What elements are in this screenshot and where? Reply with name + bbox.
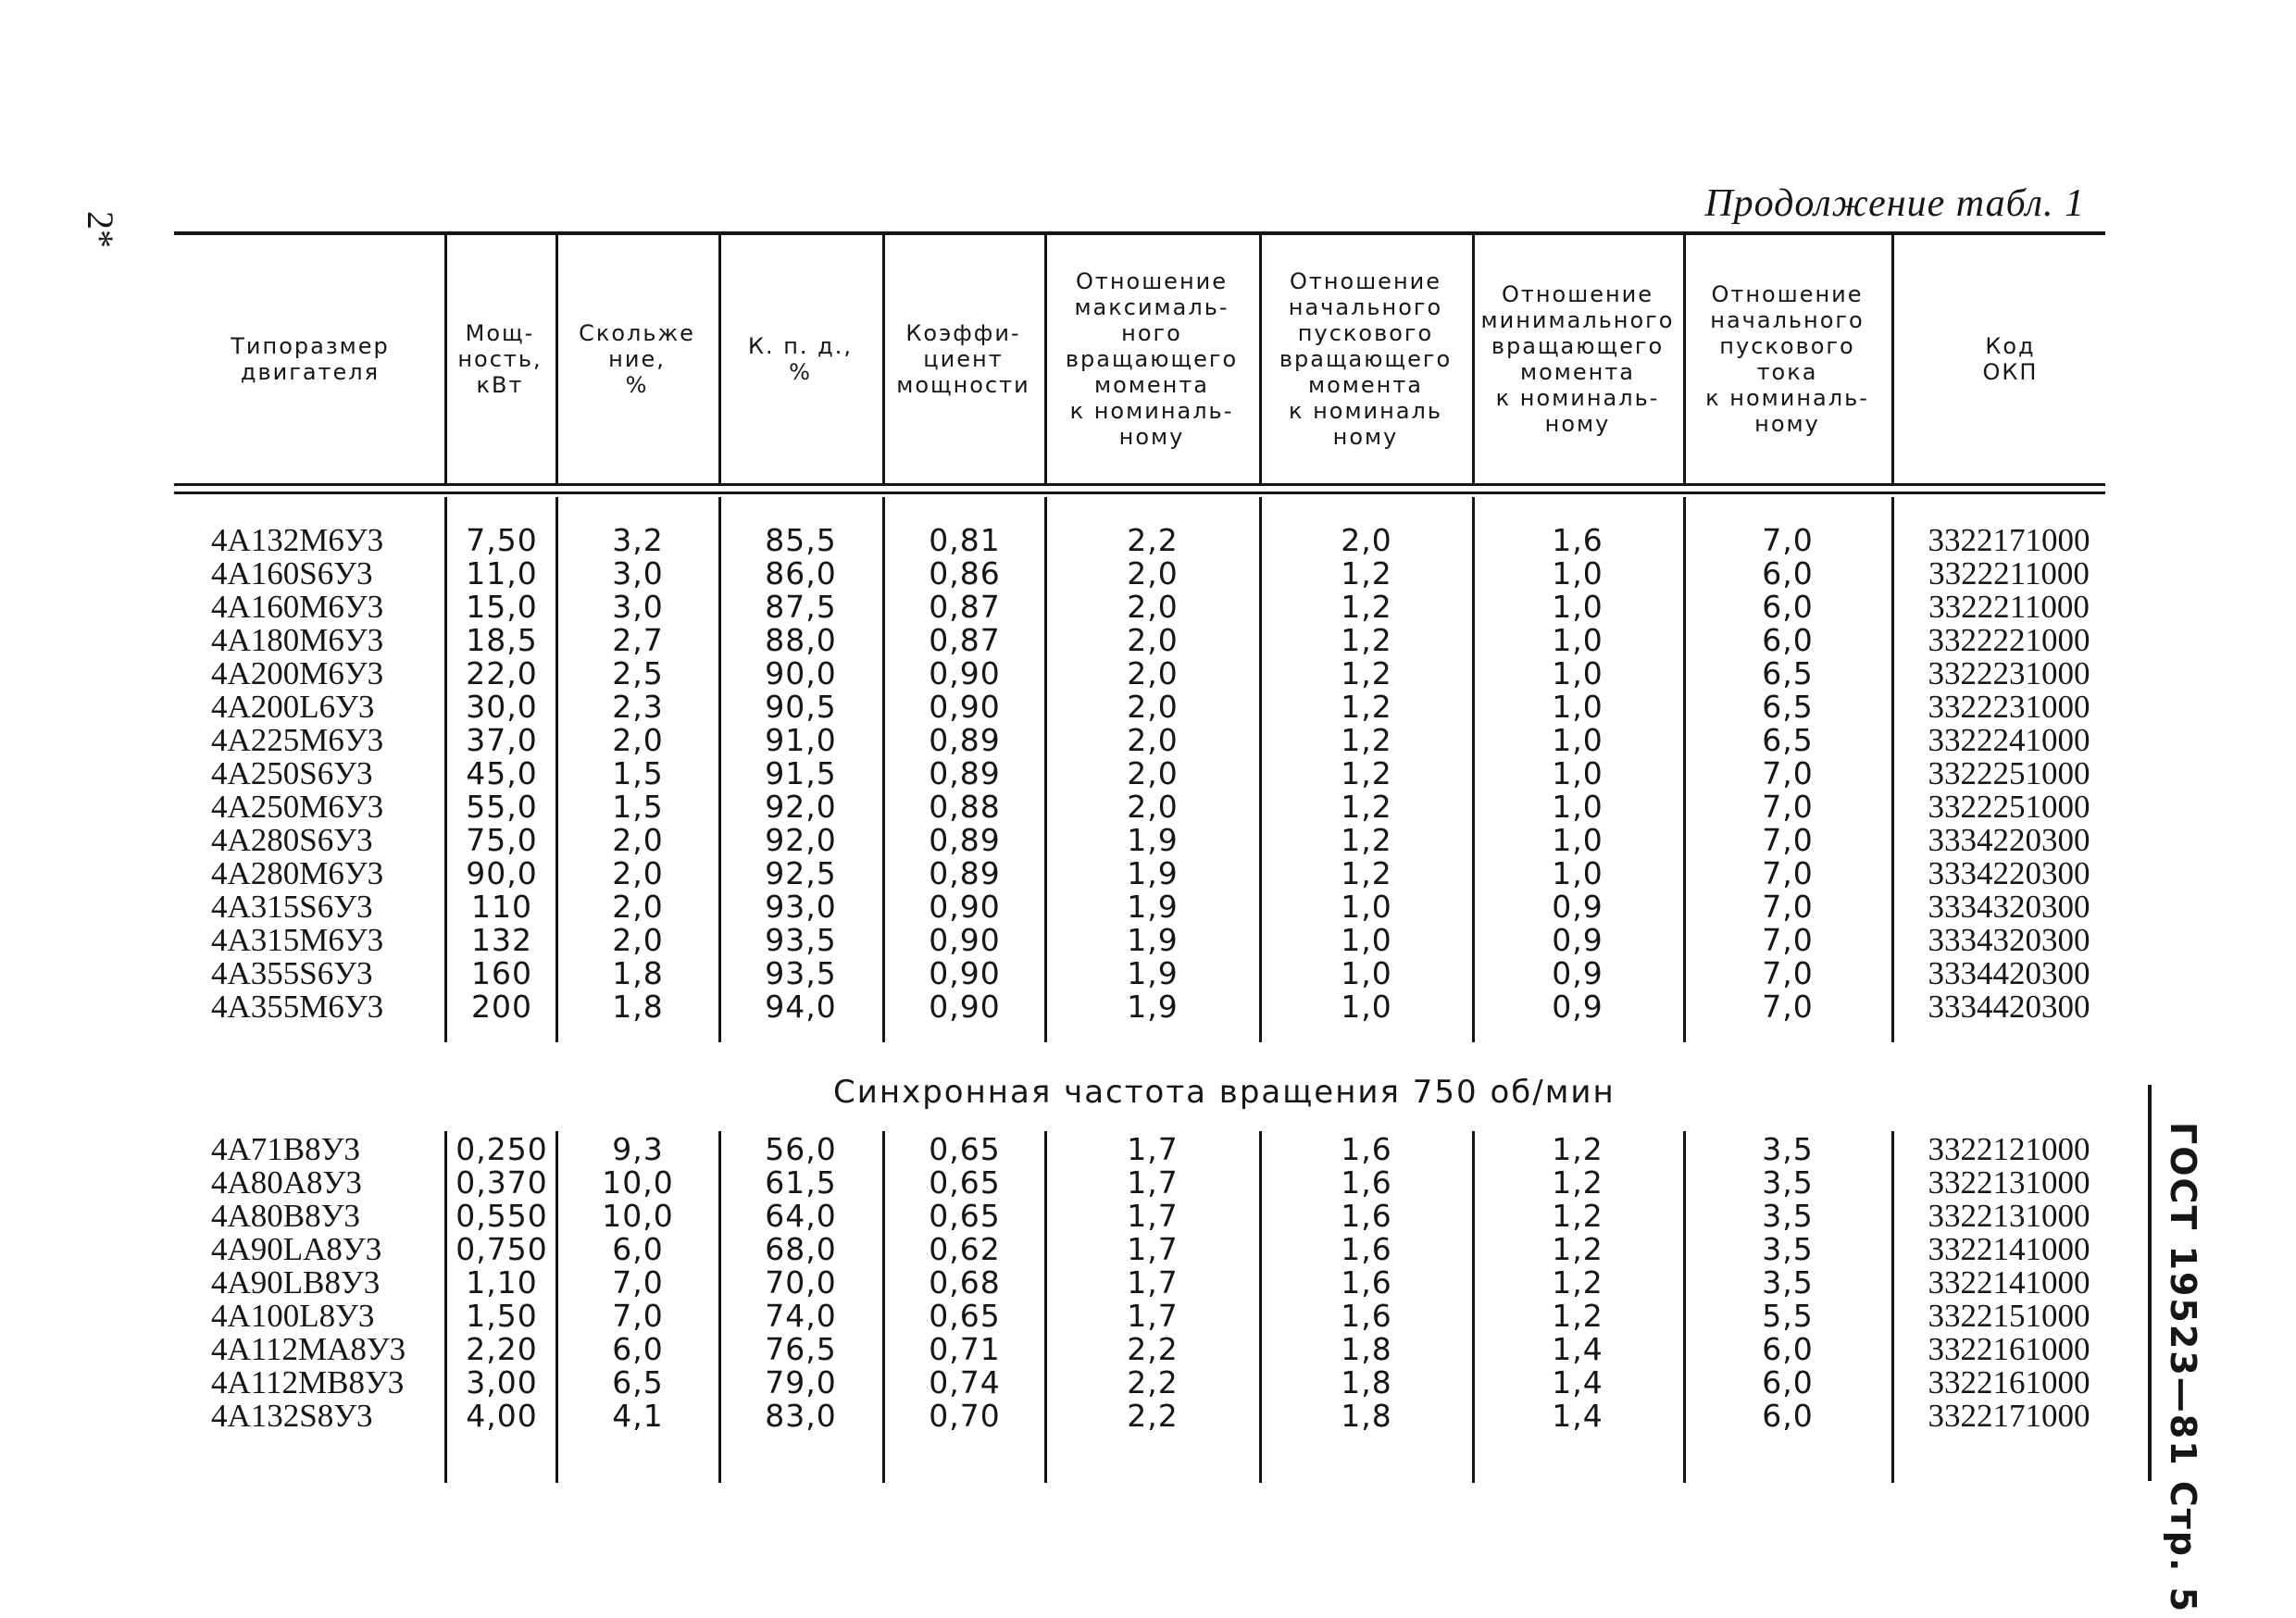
cell-model: 4А280S6У3 (211, 822, 373, 858)
cell-power: 4,00 (466, 1398, 538, 1434)
cell-model: 4А160S6У3 (211, 555, 373, 591)
cell-efficiency: 70,0 (765, 1264, 837, 1301)
cell-efficiency: 92,0 (765, 822, 837, 858)
cell-model: 4А250S6У3 (211, 755, 373, 791)
cell-power: 2,20 (466, 1331, 538, 1367)
cell-max-torque-ratio: 2,0 (1127, 722, 1179, 758)
cell-max-torque-ratio: 1,9 (1127, 955, 1179, 991)
table-row (0, 624, 2296, 657)
cell-max-torque-ratio: 1,7 (1127, 1264, 1179, 1301)
cell-start-current-ratio: 6,0 (1762, 1364, 1814, 1400)
cell-power-factor: 0,90 (929, 689, 1001, 725)
cell-model: 4А132М6У3 (211, 522, 384, 558)
cell-power: 22,0 (466, 655, 538, 691)
cell-efficiency: 90,5 (765, 689, 837, 725)
cell-efficiency: 83,0 (765, 1398, 837, 1434)
table-row (0, 1300, 2296, 1333)
cell-slip: 6,0 (612, 1231, 664, 1267)
cell-start-torque-ratio: 1,2 (1341, 789, 1392, 825)
cell-okp-code: 3322211000 (1928, 555, 2090, 591)
cell-model: 4А200М6У3 (211, 655, 384, 691)
header-rule (174, 483, 2105, 486)
cell-start-current-ratio: 7,0 (1762, 822, 1814, 858)
table-row (0, 990, 2296, 1024)
cell-model: 4А90LВ8У3 (211, 1264, 381, 1301)
cell-start-current-ratio: 3,5 (1762, 1264, 1814, 1301)
cell-start-torque-ratio: 1,2 (1341, 855, 1392, 891)
cell-okp-code: 3334420300 (1928, 955, 2090, 991)
cell-start-torque-ratio: 1,0 (1341, 989, 1392, 1025)
cell-power-factor: 0,74 (929, 1364, 1001, 1400)
cell-power-factor: 0,87 (929, 622, 1001, 658)
cell-min-torque-ratio: 1,0 (1552, 789, 1603, 825)
cell-slip: 10,0 (602, 1164, 674, 1201)
cell-power-factor: 0,90 (929, 955, 1001, 991)
cell-start-current-ratio: 6,0 (1762, 589, 1814, 625)
cell-start-torque-ratio: 2,0 (1341, 522, 1392, 558)
table-row (0, 591, 2296, 624)
table-row (0, 1266, 2296, 1300)
cell-efficiency: 94,0 (765, 989, 837, 1025)
cell-power-factor: 0,65 (929, 1298, 1001, 1334)
cell-max-torque-ratio: 2,2 (1127, 522, 1179, 558)
cell-slip: 3,0 (612, 589, 664, 625)
cell-okp-code: 3322231000 (1928, 655, 2090, 691)
header-min-torque-ratio: Отношение минимального вращающего момента к номиналь- ному (1480, 281, 1675, 437)
cell-efficiency: 93,5 (765, 922, 837, 958)
table-row (0, 691, 2296, 724)
cell-power: 1,50 (466, 1298, 538, 1334)
cell-slip: 2,5 (612, 655, 664, 691)
cell-min-torque-ratio: 1,0 (1552, 689, 1603, 725)
cell-start-torque-ratio: 1,6 (1341, 1164, 1392, 1201)
cell-power: 0,250 (455, 1131, 548, 1167)
cell-slip: 6,5 (612, 1364, 664, 1400)
cell-slip: 1,8 (612, 989, 664, 1025)
cell-start-current-ratio: 6,5 (1762, 722, 1814, 758)
cell-start-current-ratio: 6,0 (1762, 622, 1814, 658)
table-row (0, 1400, 2296, 1433)
cell-start-current-ratio: 5,5 (1762, 1298, 1814, 1334)
cell-efficiency: 88,0 (765, 622, 837, 658)
cell-power-factor: 0,71 (929, 1331, 1001, 1367)
cell-slip: 2,0 (612, 822, 664, 858)
cell-power-factor: 0,90 (929, 889, 1001, 925)
cell-power: 18,5 (466, 622, 538, 658)
cell-model: 4А71В8У3 (211, 1131, 360, 1167)
cell-okp-code: 3322121000 (1928, 1131, 2090, 1167)
column-line (1891, 235, 1894, 483)
cell-power-factor: 0,65 (929, 1131, 1001, 1167)
cell-max-torque-ratio: 2,2 (1127, 1364, 1179, 1400)
table-row (0, 724, 2296, 757)
table-row (0, 824, 2296, 857)
cell-model: 4А80В8У3 (211, 1198, 360, 1234)
cell-min-torque-ratio: 1,2 (1552, 1298, 1603, 1334)
cell-start-current-ratio: 3,5 (1762, 1164, 1814, 1201)
cell-power-factor: 0,65 (929, 1164, 1001, 1201)
cell-start-current-ratio: 7,0 (1762, 955, 1814, 991)
cell-efficiency: 61,5 (765, 1164, 837, 1201)
cell-start-torque-ratio: 1,2 (1341, 622, 1392, 658)
page-mark: 2* (80, 211, 121, 248)
cell-okp-code: 3322161000 (1928, 1331, 2090, 1367)
cell-max-torque-ratio: 2,0 (1127, 622, 1179, 658)
column-line (1259, 235, 1262, 483)
cell-model: 4А112МА8У3 (211, 1331, 406, 1367)
cell-model: 4А80А8У3 (211, 1164, 362, 1201)
cell-slip: 2,0 (612, 722, 664, 758)
cell-power-factor: 0,65 (929, 1198, 1001, 1234)
header-power-factor: Коэффи- циент мощности (896, 320, 1030, 398)
cell-okp-code: 3334320300 (1928, 889, 2090, 925)
cell-efficiency: 93,5 (765, 955, 837, 991)
cell-min-torque-ratio: 0,9 (1552, 989, 1603, 1025)
cell-max-torque-ratio: 1,7 (1127, 1198, 1179, 1234)
cell-slip: 1,5 (612, 789, 664, 825)
cell-okp-code: 3334420300 (1928, 989, 2090, 1025)
table-row (0, 890, 2296, 924)
cell-power-factor: 0,70 (929, 1398, 1001, 1434)
cell-min-torque-ratio: 1,0 (1552, 722, 1603, 758)
cell-slip: 2,3 (612, 689, 664, 725)
cell-max-torque-ratio: 1,7 (1127, 1231, 1179, 1267)
cell-model: 4А280М6У3 (211, 855, 384, 891)
cell-min-torque-ratio: 1,4 (1552, 1331, 1603, 1367)
column-line (1044, 235, 1047, 483)
cell-power: 132 (471, 922, 532, 958)
cell-min-torque-ratio: 1,2 (1552, 1198, 1603, 1234)
cell-max-torque-ratio: 2,0 (1127, 655, 1179, 691)
cell-model: 4А315S6У3 (211, 889, 373, 925)
cell-max-torque-ratio: 2,0 (1127, 689, 1179, 725)
cell-model: 4А355S6У3 (211, 955, 373, 991)
cell-min-torque-ratio: 0,9 (1552, 955, 1603, 991)
cell-model: 4А250М6У3 (211, 789, 384, 825)
cell-model: 4А355М6У3 (211, 989, 384, 1025)
cell-slip: 7,0 (612, 1264, 664, 1301)
cell-start-current-ratio: 6,5 (1762, 689, 1814, 725)
cell-efficiency: 85,5 (765, 522, 837, 558)
cell-power: 37,0 (466, 722, 538, 758)
cell-start-torque-ratio: 1,2 (1341, 555, 1392, 591)
cell-min-torque-ratio: 1,4 (1552, 1398, 1603, 1434)
cell-okp-code: 3322221000 (1928, 622, 2090, 658)
header-start-current-ratio: Отношение начального пускового тока к номиналь- ному (1705, 281, 1869, 437)
cell-slip: 6,0 (612, 1331, 664, 1367)
cell-start-torque-ratio: 1,2 (1341, 655, 1392, 691)
cell-okp-code: 3334220300 (1928, 855, 2090, 891)
cell-model: 4А315М6У3 (211, 922, 384, 958)
header-efficiency: К. п. д., % (747, 333, 854, 385)
cell-power: 90,0 (466, 855, 538, 891)
cell-max-torque-ratio: 1,9 (1127, 822, 1179, 858)
cell-power-factor: 0,86 (929, 555, 1001, 591)
cell-okp-code: 3322151000 (1928, 1298, 2090, 1334)
table-row (0, 657, 2296, 691)
table-row (0, 1366, 2296, 1400)
cell-okp-code: 3322171000 (1928, 1398, 2090, 1434)
table-row (0, 957, 2296, 990)
cell-power-factor: 0,68 (929, 1264, 1001, 1301)
cell-start-torque-ratio: 1,0 (1341, 922, 1392, 958)
cell-efficiency: 56,0 (765, 1131, 837, 1167)
table-row (0, 1200, 2296, 1233)
cell-power-factor: 0,90 (929, 922, 1001, 958)
header-model: Типоразмер двигателя (231, 333, 390, 385)
cell-okp-code: 3322211000 (1928, 589, 2090, 625)
cell-power-factor: 0,90 (929, 989, 1001, 1025)
cell-min-torque-ratio: 1,6 (1552, 522, 1603, 558)
cell-start-torque-ratio: 1,6 (1341, 1198, 1392, 1234)
cell-start-current-ratio: 3,5 (1762, 1231, 1814, 1267)
cell-start-torque-ratio: 1,8 (1341, 1331, 1392, 1367)
cell-min-torque-ratio: 1,0 (1552, 555, 1603, 591)
cell-min-torque-ratio: 1,0 (1552, 855, 1603, 891)
table-row (0, 1233, 2296, 1266)
table-row (0, 757, 2296, 790)
cell-max-torque-ratio: 2,0 (1127, 755, 1179, 791)
cell-start-torque-ratio: 1,2 (1341, 755, 1392, 791)
cell-start-current-ratio: 7,0 (1762, 855, 1814, 891)
header-slip: Скольже ние, % (579, 320, 695, 398)
cell-power-factor: 0,89 (929, 755, 1001, 791)
cell-power-factor: 0,88 (929, 789, 1001, 825)
cell-model: 4А180М6У3 (211, 622, 384, 658)
cell-efficiency: 92,0 (765, 789, 837, 825)
column-line (718, 235, 721, 483)
cell-min-torque-ratio: 0,9 (1552, 889, 1603, 925)
cell-efficiency: 76,5 (765, 1331, 837, 1367)
cell-start-torque-ratio: 1,0 (1341, 955, 1392, 991)
cell-slip: 10,0 (602, 1198, 674, 1234)
cell-min-torque-ratio: 1,0 (1552, 655, 1603, 691)
cell-power: 15,0 (466, 589, 538, 625)
table-row (0, 524, 2296, 557)
cell-okp-code: 3334320300 (1928, 922, 2090, 958)
cell-max-torque-ratio: 1,7 (1127, 1131, 1179, 1167)
column-line (444, 235, 447, 483)
header-okp-code: Код ОКП (1982, 333, 2039, 385)
cell-start-current-ratio: 3,5 (1762, 1198, 1814, 1234)
cell-max-torque-ratio: 1,9 (1127, 889, 1179, 925)
cell-okp-code: 3322171000 (1928, 522, 2090, 558)
cell-okp-code: 3322141000 (1928, 1231, 2090, 1267)
cell-efficiency: 79,0 (765, 1364, 837, 1400)
cell-power: 200 (471, 989, 532, 1025)
cell-min-torque-ratio: 0,9 (1552, 922, 1603, 958)
cell-max-torque-ratio: 1,9 (1127, 855, 1179, 891)
cell-start-current-ratio: 7,0 (1762, 522, 1814, 558)
cell-min-torque-ratio: 1,2 (1552, 1164, 1603, 1201)
cell-min-torque-ratio: 1,2 (1552, 1264, 1603, 1301)
cell-efficiency: 91,0 (765, 722, 837, 758)
cell-model: 4А90LА8У3 (211, 1231, 382, 1267)
cell-okp-code: 3322251000 (1928, 789, 2090, 825)
continuation-caption: Продолжение табл. 1 (1704, 182, 2085, 225)
cell-power-factor: 0,89 (929, 722, 1001, 758)
cell-power: 7,50 (466, 522, 538, 558)
cell-okp-code: 3322251000 (1928, 755, 2090, 791)
cell-efficiency: 90,0 (765, 655, 837, 691)
cell-okp-code: 3322131000 (1928, 1164, 2090, 1201)
cell-start-torque-ratio: 1,2 (1341, 589, 1392, 625)
cell-max-torque-ratio: 1,7 (1127, 1164, 1179, 1201)
cell-min-torque-ratio: 1,0 (1552, 822, 1603, 858)
cell-power: 0,550 (455, 1198, 548, 1234)
cell-slip: 1,8 (612, 955, 664, 991)
cell-start-torque-ratio: 1,6 (1341, 1264, 1392, 1301)
cell-power-factor: 0,89 (929, 855, 1001, 891)
cell-max-torque-ratio: 1,9 (1127, 989, 1179, 1025)
cell-efficiency: 74,0 (765, 1298, 837, 1334)
table-row (0, 1333, 2296, 1366)
cell-start-current-ratio: 6,0 (1762, 555, 1814, 591)
cell-efficiency: 86,0 (765, 555, 837, 591)
side-bar (2148, 1085, 2152, 1481)
column-line (555, 235, 558, 483)
cell-start-current-ratio: 3,5 (1762, 1131, 1814, 1167)
cell-power: 45,0 (466, 755, 538, 791)
cell-model: 4А112МВ8У3 (211, 1364, 405, 1400)
header-start-torque-ratio: Отношение начального пускового вращающего момента к номиналь ному (1279, 268, 1453, 450)
cell-start-current-ratio: 7,0 (1762, 989, 1814, 1025)
cell-power: 3,00 (466, 1364, 538, 1400)
cell-start-current-ratio: 7,0 (1762, 755, 1814, 791)
cell-efficiency: 68,0 (765, 1231, 837, 1267)
cell-slip: 2,0 (612, 889, 664, 925)
cell-min-torque-ratio: 1,2 (1552, 1131, 1603, 1167)
header-power: Мощ- ность, кВт (457, 320, 543, 398)
cell-model: 4А160М6У3 (211, 589, 384, 625)
cell-slip: 7,0 (612, 1298, 664, 1334)
header-max-torque-ratio: Отношение максималь- ного вращающего момента к номиналь- ному (1065, 268, 1239, 450)
cell-start-torque-ratio: 1,6 (1341, 1231, 1392, 1267)
cell-start-current-ratio: 6,0 (1762, 1331, 1814, 1367)
cell-efficiency: 93,0 (765, 889, 837, 925)
cell-start-current-ratio: 7,0 (1762, 889, 1814, 925)
cell-slip: 1,5 (612, 755, 664, 791)
section-title: Синхронная частота вращения 750 об/мин (833, 1074, 1616, 1111)
cell-start-torque-ratio: 1,0 (1341, 889, 1392, 925)
cell-efficiency: 64,0 (765, 1198, 837, 1234)
side-reference: ГОСТ 19523—81 Стр. 5 (2163, 1122, 2203, 1614)
cell-max-torque-ratio: 1,9 (1127, 922, 1179, 958)
cell-model: 4А132S8У3 (211, 1398, 373, 1434)
column-line (882, 235, 885, 483)
cell-model: 4А225М6У3 (211, 722, 384, 758)
cell-power: 11,0 (466, 555, 538, 591)
cell-power: 30,0 (466, 689, 538, 725)
header-rule-double (174, 492, 2105, 494)
cell-start-current-ratio: 7,0 (1762, 922, 1814, 958)
cell-efficiency: 87,5 (765, 589, 837, 625)
cell-max-torque-ratio: 1,7 (1127, 1298, 1179, 1334)
cell-slip: 4,1 (612, 1398, 664, 1434)
cell-slip: 2,0 (612, 922, 664, 958)
cell-max-torque-ratio: 2,0 (1127, 555, 1179, 591)
cell-efficiency: 92,5 (765, 855, 837, 891)
cell-slip: 3,0 (612, 555, 664, 591)
cell-start-torque-ratio: 1,6 (1341, 1131, 1392, 1167)
cell-power: 0,750 (455, 1231, 548, 1267)
cell-okp-code: 3322241000 (1928, 722, 2090, 758)
cell-power-factor: 0,90 (929, 655, 1001, 691)
cell-slip: 2,7 (612, 622, 664, 658)
cell-power-factor: 0,89 (929, 822, 1001, 858)
cell-start-current-ratio: 6,5 (1762, 655, 1814, 691)
table-row (0, 790, 2296, 824)
cell-okp-code: 3322141000 (1928, 1264, 2090, 1301)
cell-start-torque-ratio: 1,6 (1341, 1298, 1392, 1334)
cell-power: 55,0 (466, 789, 538, 825)
column-line (1472, 235, 1475, 483)
cell-slip: 9,3 (612, 1131, 664, 1167)
column-line (1683, 235, 1686, 483)
table-row (0, 924, 2296, 957)
cell-power-factor: 0,87 (929, 589, 1001, 625)
table-row (0, 857, 2296, 890)
cell-start-torque-ratio: 1,2 (1341, 722, 1392, 758)
cell-power: 1,10 (466, 1264, 538, 1301)
table-row (0, 557, 2296, 591)
cell-efficiency: 91,5 (765, 755, 837, 791)
cell-power: 75,0 (466, 822, 538, 858)
cell-okp-code: 3334220300 (1928, 822, 2090, 858)
cell-okp-code: 3322131000 (1928, 1198, 2090, 1234)
cell-start-torque-ratio: 1,8 (1341, 1398, 1392, 1434)
cell-max-torque-ratio: 2,2 (1127, 1398, 1179, 1434)
cell-start-torque-ratio: 1,2 (1341, 822, 1392, 858)
table-row (0, 1133, 2296, 1166)
cell-model: 4А100L8У3 (211, 1298, 375, 1334)
cell-model: 4А200L6У3 (211, 689, 375, 725)
cell-start-torque-ratio: 1,8 (1341, 1364, 1392, 1400)
cell-power-factor: 0,62 (929, 1231, 1001, 1267)
cell-max-torque-ratio: 2,0 (1127, 589, 1179, 625)
cell-slip: 3,2 (612, 522, 664, 558)
cell-okp-code: 3322231000 (1928, 689, 2090, 725)
cell-min-torque-ratio: 1,0 (1552, 755, 1603, 791)
cell-slip: 2,0 (612, 855, 664, 891)
cell-start-current-ratio: 7,0 (1762, 789, 1814, 825)
cell-min-torque-ratio: 1,4 (1552, 1364, 1603, 1400)
cell-min-torque-ratio: 1,0 (1552, 589, 1603, 625)
cell-start-torque-ratio: 1,2 (1341, 689, 1392, 725)
cell-power: 0,370 (455, 1164, 548, 1201)
cell-min-torque-ratio: 1,0 (1552, 622, 1603, 658)
cell-power: 110 (471, 889, 532, 925)
cell-okp-code: 3322161000 (1928, 1364, 2090, 1400)
cell-max-torque-ratio: 2,2 (1127, 1331, 1179, 1367)
cell-start-current-ratio: 6,0 (1762, 1398, 1814, 1434)
cell-power-factor: 0,81 (929, 522, 1001, 558)
table-row (0, 1166, 2296, 1200)
cell-min-torque-ratio: 1,2 (1552, 1231, 1603, 1267)
cell-power: 160 (471, 955, 532, 991)
cell-max-torque-ratio: 2,0 (1127, 789, 1179, 825)
